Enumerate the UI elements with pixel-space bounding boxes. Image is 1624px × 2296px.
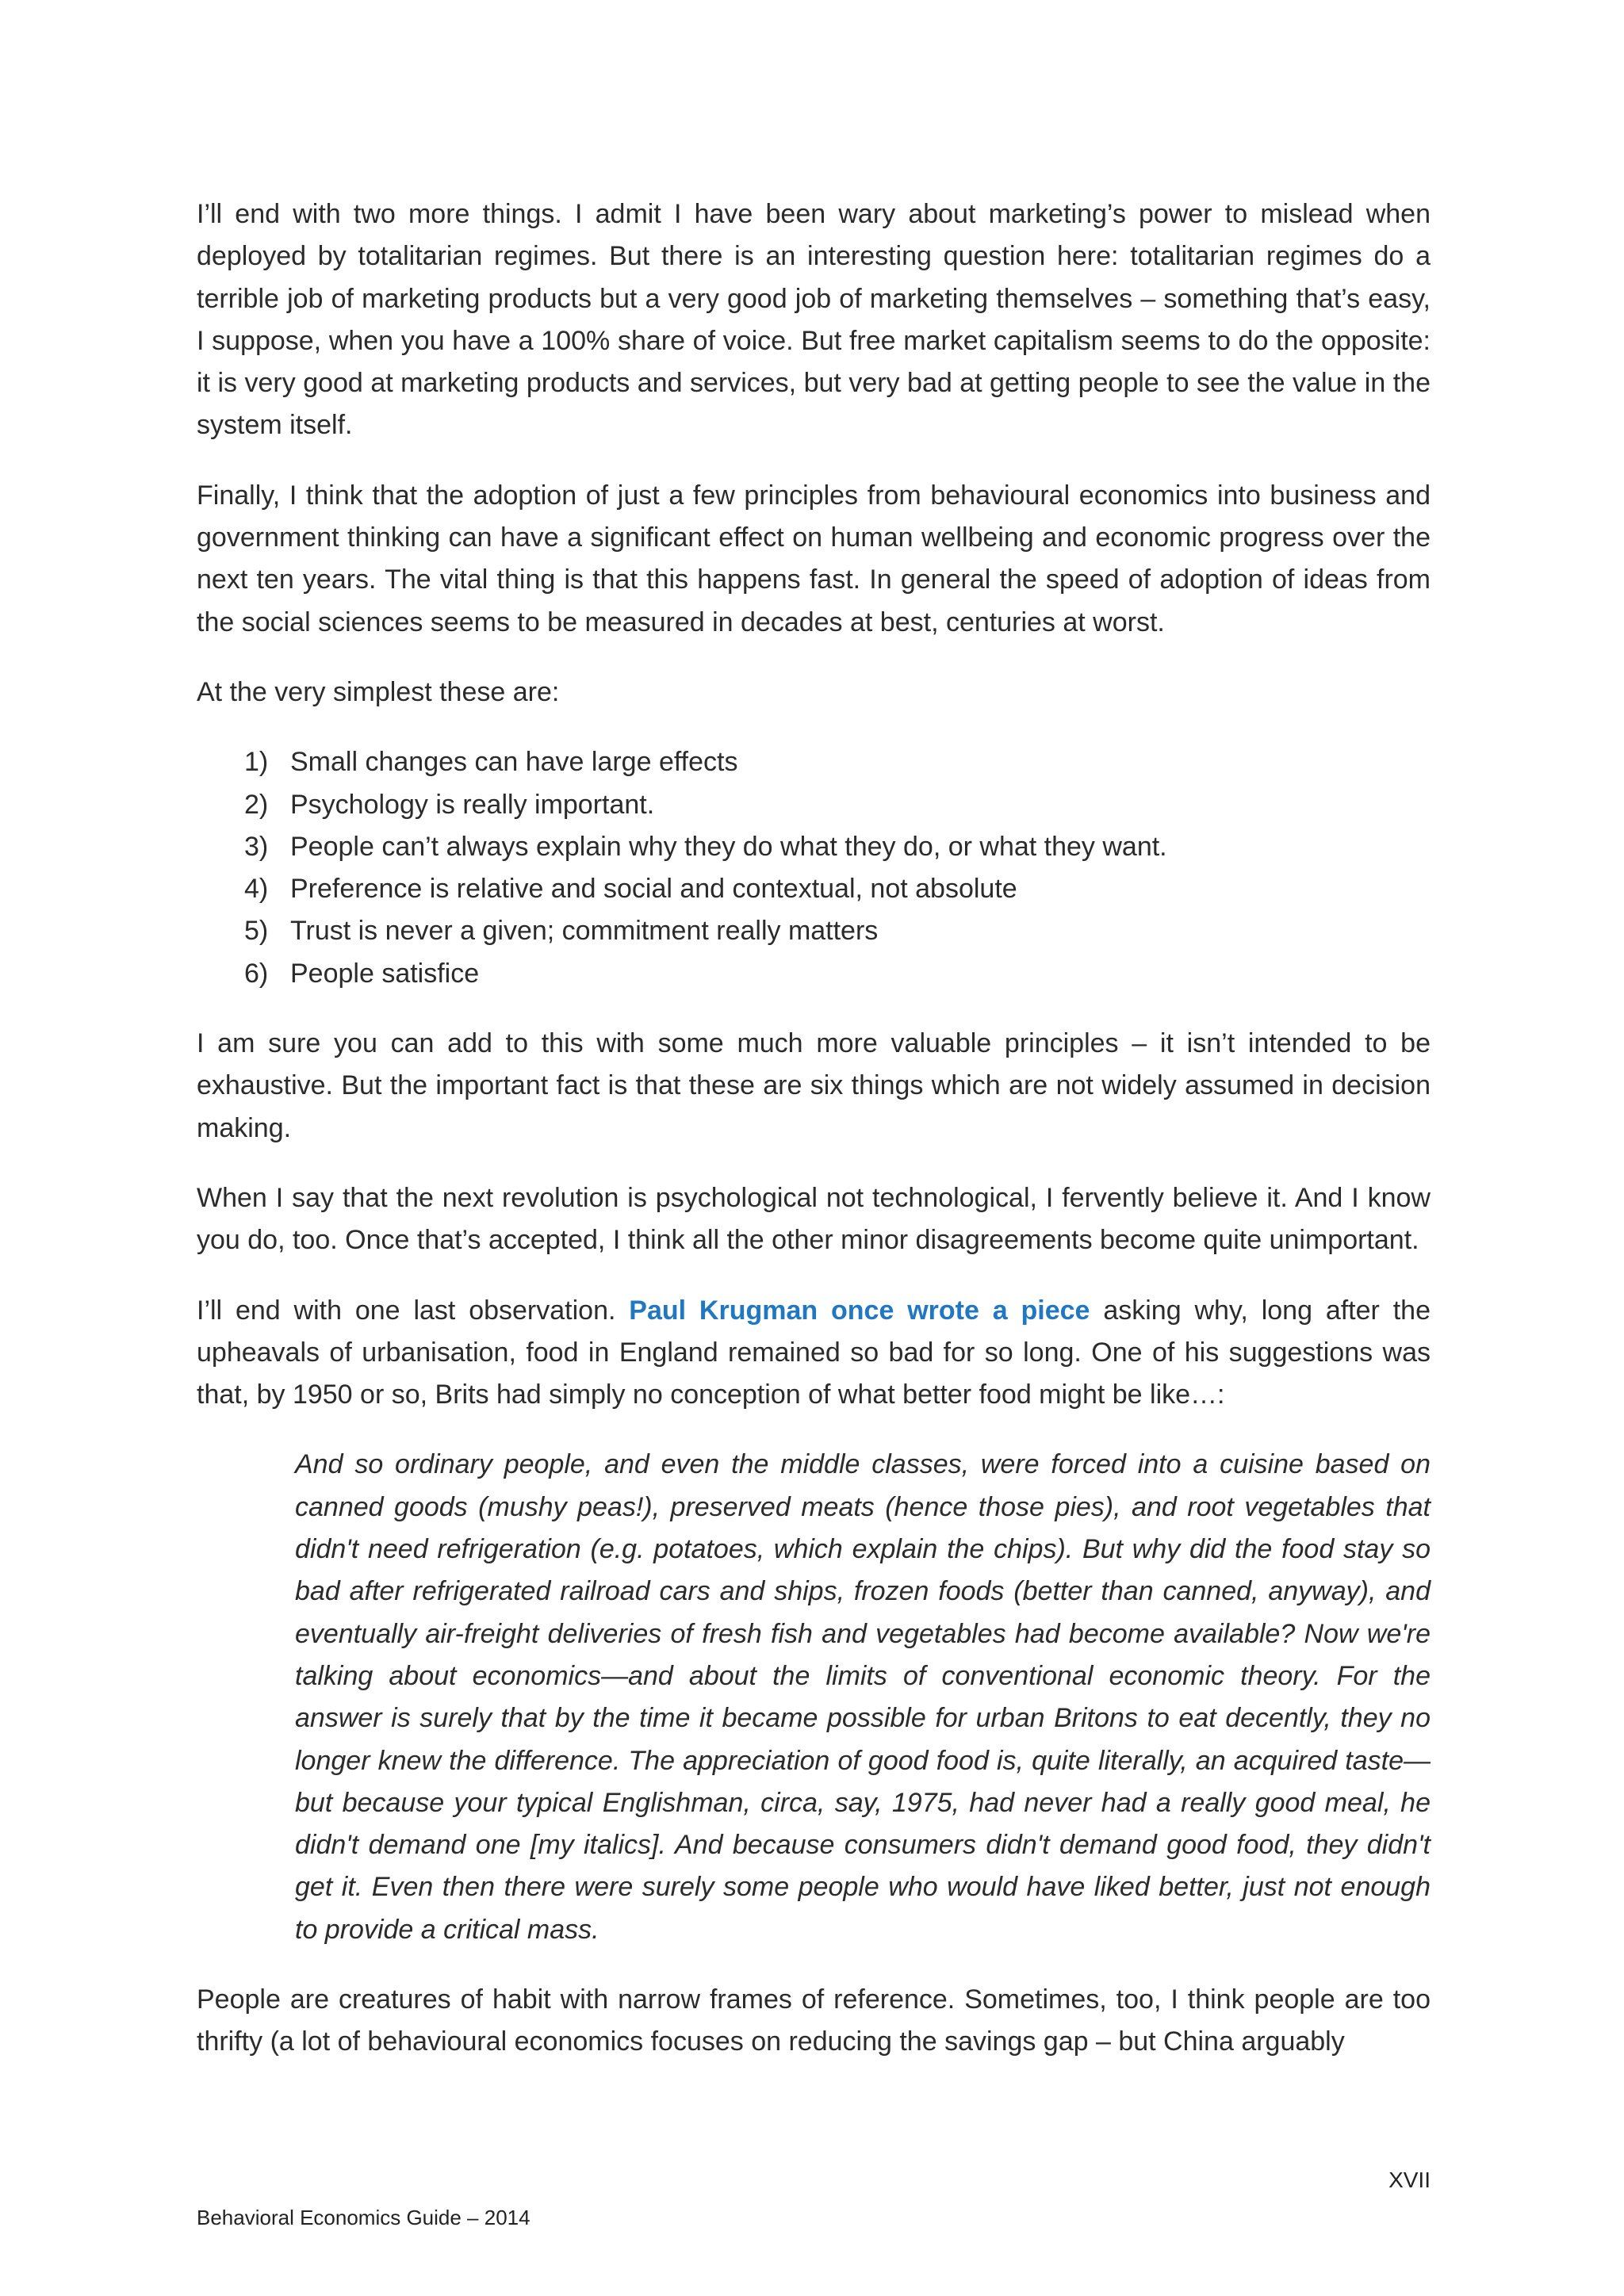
paragraph-creatures-of-habit: People are creatures of habit with narrow frames of reference. Sometimes, too, I think people are too thrifty (a lot of behavioural economics focuses on reducing the savings gap – but China arguably xyxy=(197,1984,1431,2057)
list-item-number: 5) xyxy=(244,916,269,947)
paragraph-adoption-of-principles: Finally, I think that the adoption of just a few principles from behavioural economics into business and government thinking can have a significant effect on human wellbeing and economic progress over the next ten years. The vital thing is that this happens fast. In general the speed of adoption of ideas from the social sciences seems to be measured in decades at best, centuries at worst. xyxy=(197,480,1431,637)
list-item xyxy=(197,784,1431,826)
paragraph-two-more-things: I’ll end with two more things. I admit I have been wary about marketing’s power to mislead when deployed by totalitarian regimes. But there is an interesting question here: totalitarian regimes do a terrible job of marketing products but a very good job of marketing themselves – something that’s easy, I suppose, when you have a 100% share of voice. But free market capitalism seems to do the opposite: it is very good at marketing products and services, but very bad at getting people to see the value in the system itself. xyxy=(197,199,1431,441)
paragraph-last-observation xyxy=(197,1290,1431,1417)
page-body xyxy=(197,193,1431,2091)
page-footer: Behavioral Economics Guide – 2014 xyxy=(197,2206,530,2229)
paragraph-add-principles: I am sure you can add to this with some much more valuable principles – it isn’t intended to be exhaustive. But the important fact is that these are six things which are not widely assumed in decision making. xyxy=(197,1028,1431,1143)
principles-list xyxy=(197,741,1431,995)
list-item-number: 3) xyxy=(244,831,269,862)
list-item-text: Preference is relative and social and contextual, not absolute xyxy=(290,874,1017,905)
krugman-article-link[interactable]: Paul Krugman once wrote a piece xyxy=(629,1295,1090,1326)
paragraph-next-revolution: When I say that the next revolution is psychological not technological, I fervently believe it. And I know you do, too. Once that’s accepted, I think all the other minor disagreements become quite unimportant. xyxy=(197,1182,1431,1256)
list-item-number: 6) xyxy=(244,958,269,989)
list-item-number: 4) xyxy=(244,874,269,905)
list-item xyxy=(197,868,1431,910)
krugman-quote: And so ordinary people, and even the middle classes, were forced into a cuisine based on canned goods (mushy peas!), preserved meats (hence those pies), and root vegetables that didn't need refrigeration (e.g. potatoes, which explain the chips). But why did the food stay so bad after refrigerated railroad cars and ships, frozen foods (better than canned, anyway), and eventually air-freight deliveries of fresh fish and vegetables had become available? Now we're talking about economics—and about the limits of conventional economic theory. For the answer is surely that by the time it became possible for urban Britons to eat decently, they no longer knew the difference. The appreciation of good food is, quite literally, an acquired taste—but because your typical Englishman, circa, say, 1975, had never had a really good meal, he didn't demand one [my italics]. And because consumers didn't demand good food, they didn't get it. Even then there were surely some people who would have liked better, just not enough to provide a critical mass. xyxy=(295,1449,1431,1945)
list-item-number: 1) xyxy=(244,747,269,778)
list-item xyxy=(197,953,1431,995)
list-item-text: Psychology is really important. xyxy=(290,789,655,820)
list-item-text: Small changes can have large effects xyxy=(290,747,738,778)
page-number: XVII xyxy=(1388,2168,1431,2192)
paragraph-text: I’ll end with one last observation. xyxy=(197,1295,630,1326)
list-item-text: People satisfice xyxy=(290,958,480,989)
list-item xyxy=(197,910,1431,952)
list-item-text: Trust is never a given; commitment really matters xyxy=(290,916,879,947)
paragraph-simplest-intro: At the very simplest these are: xyxy=(197,676,560,707)
list-item xyxy=(197,826,1431,868)
list-item-text: People can’t always explain why they do what they do, or what they want. xyxy=(290,831,1167,862)
paragraph-text: asking why, long after the upheavals of urbanisation, food in England remained so bad for so long. One of his suggestions was that, by 1950 or so, Brits had simply no conception of what better food might be like…: xyxy=(197,1295,1431,1410)
list-item-number: 2) xyxy=(244,789,269,820)
list-item xyxy=(197,741,1431,783)
